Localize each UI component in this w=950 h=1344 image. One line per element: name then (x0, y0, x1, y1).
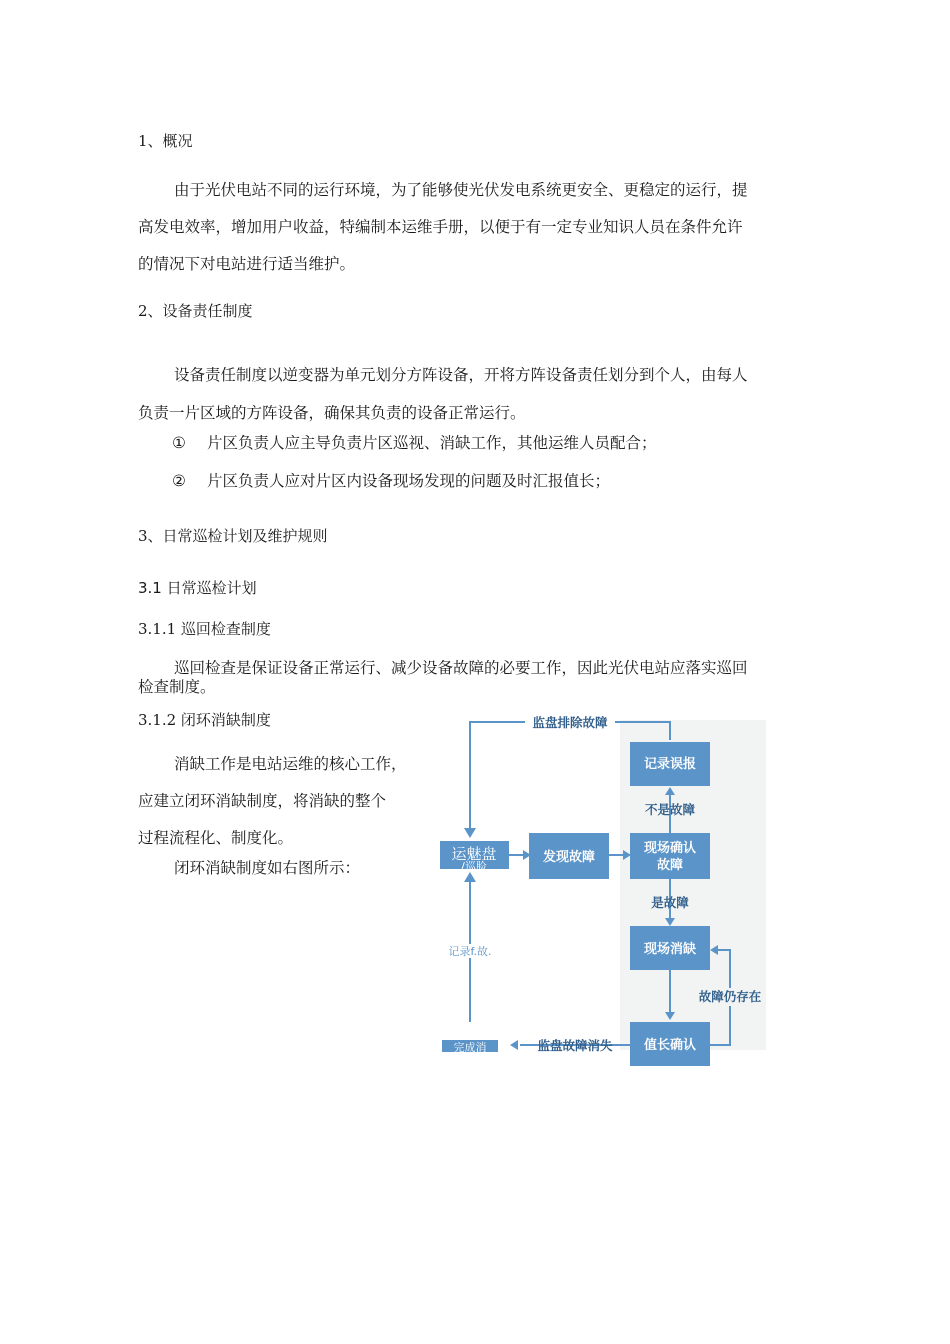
paragraph-1 (138, 172, 748, 283)
paragraph-2-line: 设备责任制度以逆变器为单元划分方阵设备，开将方阵设备责任划分到个人，由每人 (174, 366, 748, 384)
start-label: /巡脸 (461, 860, 487, 873)
arrowhead (464, 828, 476, 838)
start-label: 运魅盘 (451, 845, 497, 863)
paragraph-3-1-2 (138, 746, 407, 857)
paragraph-3-1-2-line: 应建立闭环消缺制度，将消缺的整个 (138, 792, 387, 810)
closed-loop-flowchart (420, 700, 775, 1070)
paragraph-3-1-2-line: 过程流程化、制度化。 (138, 829, 294, 847)
still-exists-label: 故障仍存在 (698, 989, 762, 1004)
heading-3-1: 3.1 日常巡检计划 (138, 579, 257, 597)
paragraph-1-line: 由于光伏电站不同的运行环境，为了能够使光伏发电系统更安全、更稳定的运行，提 (174, 181, 748, 199)
arrowhead (510, 1040, 518, 1050)
paragraph-3-1-2-line: 消缺工作是电站运维的核心工作， (174, 755, 407, 773)
paragraph-3-1-1-line: 巡回检查是保证设备正常运行、减少设备故障的必要工作，因此光伏电站应落实巡回 (174, 659, 748, 677)
onsite-eliminate-label: 现场消缺 (643, 942, 697, 957)
chief-confirm-label: 值长确认 (643, 1038, 697, 1053)
record-false-alarm-label: 记录误报 (643, 757, 697, 772)
onsite-confirm-label: 故障 (656, 858, 684, 873)
monitor-gone-label: 监盘故障消失 (537, 1038, 613, 1053)
paragraph-3-1-1 (138, 659, 748, 697)
arrowhead (464, 872, 476, 882)
paragraph-2-line: 负责一片区域的方阵设备，确保其负责的设备正常运行。 (138, 404, 526, 422)
heading-2: 2、设备责任制度 (138, 302, 253, 320)
heading-3: 3、日常巡检计划及维护规则 (138, 527, 328, 545)
monitor-clear-label: 监盘排除故障 (532, 715, 608, 730)
heading-3-1-1: 3.1.1 巡回检查制度 (138, 620, 271, 638)
record-left-label: 记录f.故. (448, 945, 492, 958)
list-item-num: ② (172, 472, 186, 490)
find-fault-label: 发现故障 (542, 850, 596, 865)
figure-reference: 闭环消缺制度如右图所示： (174, 859, 361, 877)
heading-3-1-2: 3.1.2 闭环消缺制度 (138, 711, 271, 729)
paragraph-2 (138, 356, 748, 432)
paragraph-3-1-1-line: 检查制度。 (138, 678, 216, 696)
heading-1: 1、概况 (138, 132, 193, 150)
is-fault-label: 是故障 (651, 895, 689, 910)
complete-label: 完成消 (453, 1041, 487, 1054)
paragraph-1-line: 的情况下对电站进行适当维护。 (138, 255, 356, 273)
paragraph-1-line: 高发电效率，增加用户收益，特编制本运维手册，以便于有一定专业知识人员在条件允许 (138, 218, 743, 236)
list-item-num: ① (172, 434, 186, 452)
list-item-text: 片区负责人应对片区内设备现场发现的问题及时汇报值长； (207, 472, 611, 490)
not-fault-label: 不是故障 (644, 802, 696, 817)
onsite-confirm-label: 现场确认 (643, 841, 697, 856)
list-item-text: 片区负责人应主导负责片区巡视、消缺工作，其他运维人员配合； (207, 434, 657, 452)
